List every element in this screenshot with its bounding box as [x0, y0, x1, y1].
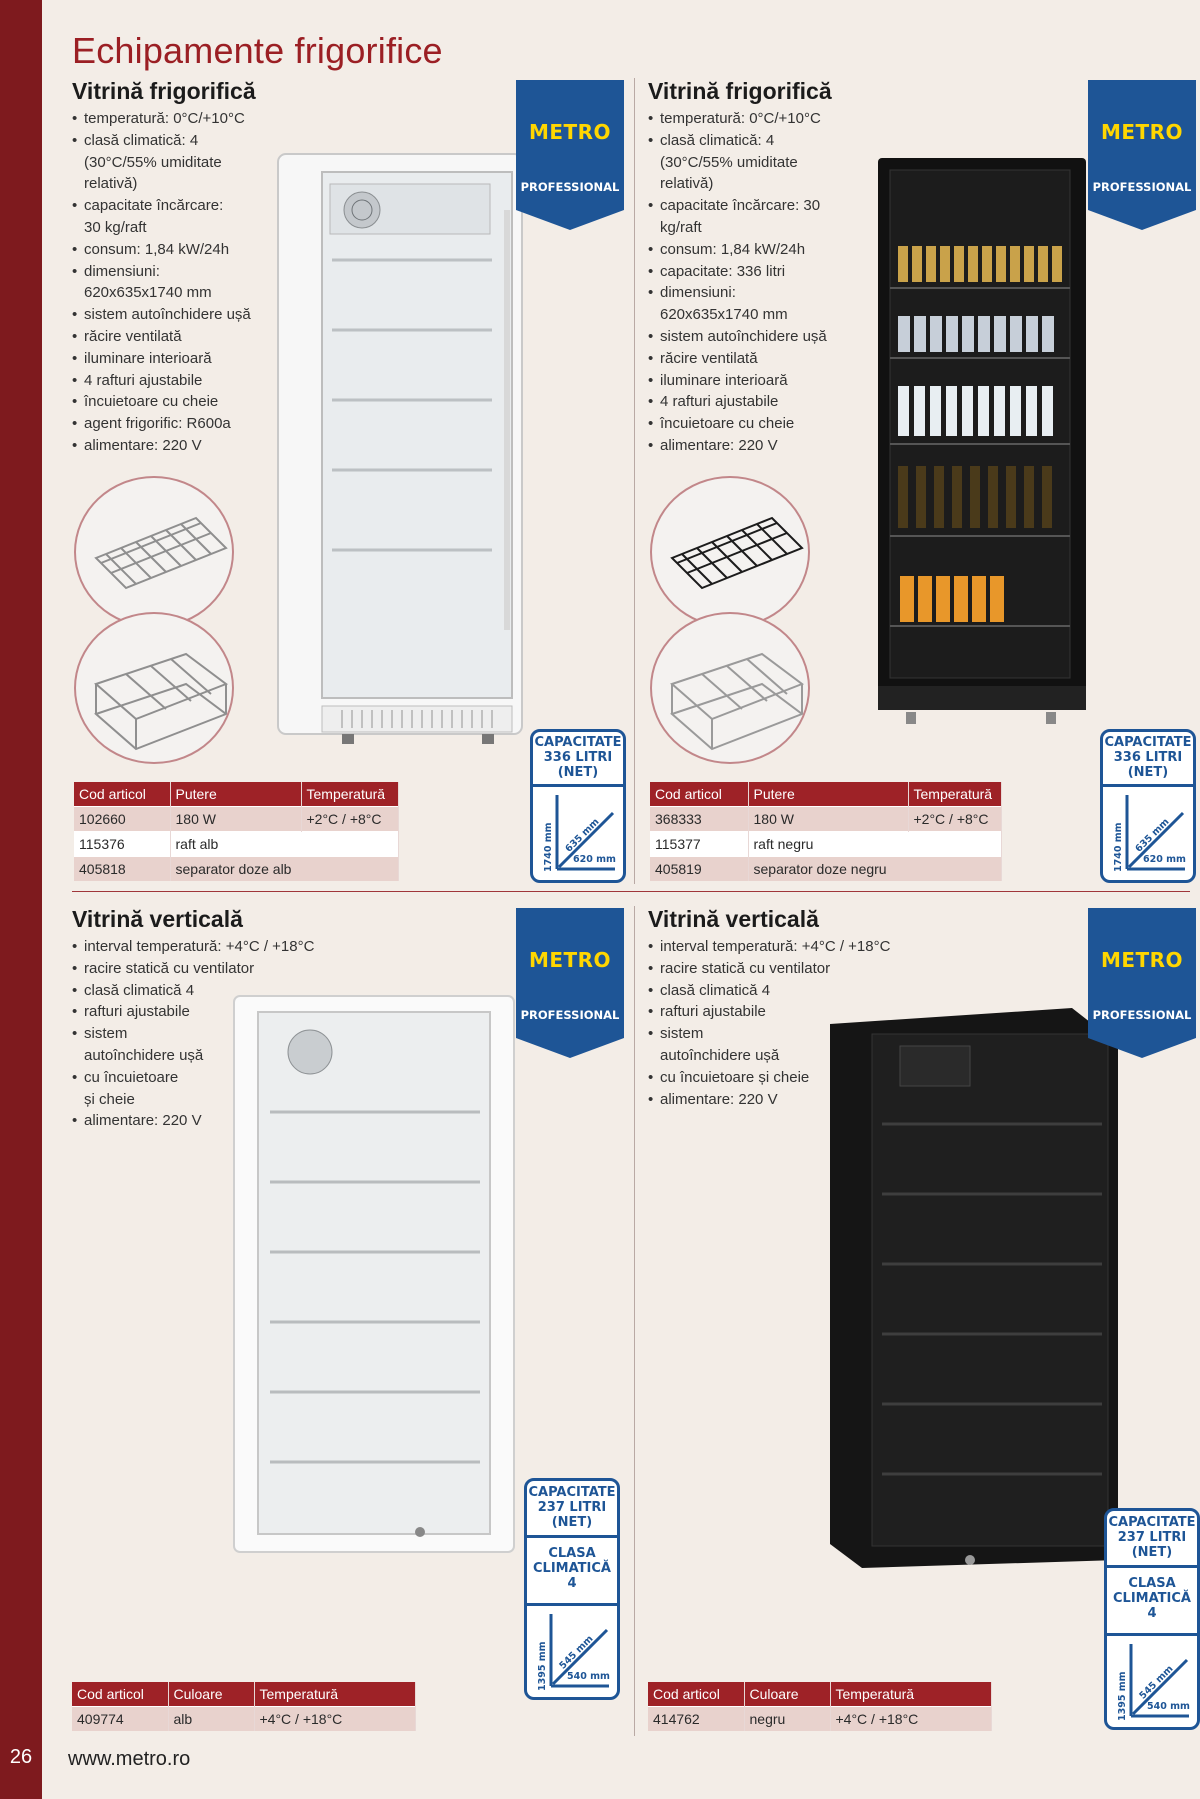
spec-item: • alimentare: 220 V [72, 435, 272, 457]
spec-item: • 4 rafturi ajustabile [648, 391, 848, 413]
spec-item: • alimentare: 220 V [648, 1089, 908, 1111]
spec-item: • rafturi ajustabile [72, 1001, 332, 1023]
table-header: Cod articol [72, 1682, 168, 1706]
spec-item: • răcire ventilată [72, 326, 272, 348]
metro-professional-badge [516, 908, 624, 1058]
page-number: 26 [9, 1746, 33, 1768]
climate-class-label: CLIMATICĂ [1113, 1591, 1191, 1606]
climate-class-label: CLASA [548, 1546, 596, 1561]
table-cell: separator doze alb [170, 856, 399, 881]
left-sidebar-bar [0, 0, 42, 1799]
metro-logo-text: METRO [528, 120, 612, 144]
white-fridge-image [272, 150, 532, 746]
black-fridge-image [876, 156, 1088, 726]
spec-item: 30 kg/raft [84, 218, 147, 236]
spec-list [72, 108, 272, 457]
table-cell: 115376 [74, 831, 170, 856]
table-row [74, 806, 399, 831]
table-cell: alb [168, 1706, 254, 1731]
spec-item: • interval temperatură: +4°C / +18°C [648, 936, 908, 958]
table-header: Temperatură [830, 1682, 992, 1706]
table-header: Cod articol [74, 782, 170, 806]
spec-item: • agent frigorific: R600a [72, 413, 272, 435]
table-cell: 115377 [650, 831, 748, 856]
black-vertical-fridge-image [822, 1004, 1122, 1574]
product-table [648, 1682, 992, 1731]
spec-item: autoînchidere ușă [660, 1046, 780, 1064]
spec-item: • încuietoare cu cheie [648, 413, 848, 435]
capacity-label: CAPACITATE [1108, 1515, 1196, 1530]
table-header: Putere [170, 782, 301, 806]
table-cell: 405819 [650, 856, 748, 881]
spec-item: • iluminare interioară [648, 370, 848, 392]
capacity-value: 237 LITRI [1117, 1530, 1187, 1545]
can-separator-image [650, 612, 810, 764]
spec-item: • rafturi ajustabile [648, 1001, 908, 1023]
table-cell: +2°C / +8°C [908, 806, 1002, 831]
table-header: Cod articol [650, 782, 748, 806]
depth-label: 545 mm [557, 1633, 596, 1672]
table-row [650, 806, 1002, 831]
capacity-value: 237 LITRI [537, 1500, 607, 1515]
metro-professional-badge [1088, 80, 1196, 230]
column-divider-top [634, 78, 635, 884]
table-cell: raft negru [748, 831, 1002, 856]
spec-list [648, 108, 848, 457]
product-title: Vitrină frigorifică [648, 78, 832, 104]
table-header: Temperatură [908, 782, 1002, 806]
page-title: Echipamente frigorifice [72, 30, 443, 71]
table-row [72, 1706, 416, 1731]
table-row [650, 856, 1002, 881]
spec-item: • consum: 1,84 kW/24h [72, 239, 272, 261]
width-label: 620 mm [1143, 854, 1186, 865]
table-cell: +4°C / +18°C [830, 1706, 992, 1731]
spec-item: • răcire ventilată [648, 348, 848, 370]
capacity-net: (NET) [1127, 765, 1169, 780]
height-label: 1740 mm [543, 822, 554, 872]
product-table [74, 782, 399, 881]
product-table [650, 782, 1002, 881]
spec-item: • alimentare: 220 V [648, 435, 848, 457]
table-cell: 368333 [650, 806, 748, 831]
spec-item: autoînchidere ușă [84, 1046, 204, 1064]
spec-item: • temperatură: 0°C/+10°C [72, 108, 272, 130]
table-row [74, 831, 399, 856]
depth-label: 635 mm [1133, 816, 1172, 855]
spec-item: și cheie [84, 1090, 135, 1108]
spec-item: • sistem autoînchidere ușă [648, 326, 848, 348]
climate-class-value: 4 [1147, 1606, 1157, 1621]
width-label: 540 mm [1147, 1701, 1190, 1712]
capacity-label: CAPACITATE [528, 1485, 616, 1500]
climate-class-value: 4 [567, 1576, 577, 1591]
metro-professional-badge [1088, 908, 1196, 1058]
separator [1107, 1565, 1197, 1568]
spec-item: • sistem [648, 1023, 908, 1045]
width-label: 540 mm [567, 1671, 610, 1682]
table-row [74, 856, 399, 881]
shelf-accessory-image [650, 476, 810, 628]
spec-item: • 4 rafturi ajustabile [72, 370, 272, 392]
spec-item: • iluminare interioară [72, 348, 272, 370]
spec-item: relativă) [84, 175, 138, 193]
spec-item: kg/raft [660, 218, 702, 236]
spec-item: (30°C/55% umiditate [84, 153, 222, 171]
spec-item: • interval temperatură: +4°C / +18°C [72, 936, 332, 958]
spec-item: • încuietoare cu cheie [72, 391, 272, 413]
table-header: Temperatură [254, 1682, 416, 1706]
spec-item: • sistem autoînchidere ușă [72, 304, 272, 326]
table-header: Culoare [744, 1682, 830, 1706]
capacity-net: (NET) [551, 1515, 593, 1530]
metro-professional-badge [516, 80, 624, 230]
capacity-label: CAPACITATE [1104, 735, 1192, 750]
capacity-value: 336 LITRI [1113, 750, 1183, 765]
table-cell: negru [744, 1706, 830, 1731]
width-label: 620 mm [573, 854, 616, 865]
professional-label: PROFESSIONAL [520, 180, 620, 194]
white-vertical-fridge-image [230, 992, 520, 1562]
height-label: 1740 mm [1113, 822, 1124, 872]
table-cell: +4°C / +18°C [254, 1706, 416, 1731]
spec-item: • alimentare: 220 V [72, 1110, 332, 1132]
capacity-dimension-box [530, 729, 626, 883]
table-header: Putere [748, 782, 908, 806]
capacity-dimension-box [1100, 729, 1196, 883]
table-cell: 409774 [72, 1706, 168, 1731]
footer-url[interactable]: www.metro.ro [68, 1748, 191, 1770]
height-label: 1395 mm [537, 1641, 548, 1691]
capacity-value: 336 LITRI [543, 750, 613, 765]
shelf-accessory-image [74, 476, 234, 628]
table-header: Culoare [168, 1682, 254, 1706]
professional-label: PROFESSIONAL [1092, 180, 1192, 194]
height-label: 1395 mm [1117, 1671, 1128, 1721]
capacity-dimension-box [524, 1478, 620, 1700]
depth-label: 635 mm [563, 816, 602, 855]
capacity-net: (NET) [557, 765, 599, 780]
table-header: Cod articol [648, 1682, 744, 1706]
table-cell: 405818 [74, 856, 170, 881]
spec-item: • racire statică cu ventilator [648, 958, 908, 980]
spec-item: • cu încuietoare și cheie [648, 1067, 908, 1089]
column-divider-bottom [634, 906, 635, 1736]
table-cell: +2°C / +8°C [301, 806, 399, 831]
professional-label: PROFESSIONAL [520, 1008, 620, 1022]
product-title: Vitrină frigorifică [72, 78, 256, 104]
spec-item: • capacitate încărcare: 30 [648, 195, 848, 217]
spec-item: • clasă climatică 4 [72, 980, 332, 1002]
spec-item: • sistem [72, 1023, 332, 1045]
table-cell: 180 W [170, 806, 301, 831]
climate-class-label: CLASA [1128, 1576, 1176, 1591]
climate-class-label: CLIMATICĂ [533, 1561, 611, 1576]
capacity-label: CAPACITATE [534, 735, 622, 750]
product-title: Vitrină verticală [648, 906, 819, 932]
table-cell: raft alb [170, 831, 399, 856]
spec-item: (30°C/55% umiditate [660, 153, 798, 171]
metro-logo-text: METRO [1100, 948, 1184, 972]
table-cell: 102660 [74, 806, 170, 831]
table-row [648, 1706, 992, 1731]
spec-item: • clasă climatică: 4 [648, 130, 848, 152]
spec-item: • dimensiuni: [72, 261, 272, 283]
separator [527, 1535, 617, 1538]
capacity-net: (NET) [1131, 1545, 1173, 1560]
table-header: Temperatură [301, 782, 399, 806]
spec-item: • capacitate: 336 litri [648, 261, 848, 283]
product-title: Vitrină verticală [72, 906, 243, 932]
spec-item: • dimensiuni: [648, 282, 848, 304]
capacity-dimension-box [1104, 1508, 1200, 1730]
table-cell: separator doze negru [748, 856, 1002, 881]
depth-label: 545 mm [1137, 1663, 1176, 1702]
table-cell: 180 W [748, 806, 908, 831]
professional-label: PROFESSIONAL [1092, 1008, 1192, 1022]
can-separator-image [74, 612, 234, 764]
metro-logo-text: METRO [1100, 120, 1184, 144]
spec-item: • temperatură: 0°C/+10°C [648, 108, 848, 130]
spec-item: relativă) [660, 175, 714, 193]
spec-item: • cu încuietoare [72, 1067, 332, 1089]
spec-item: • racire statică cu ventilator [72, 958, 332, 980]
row-divider [72, 891, 1190, 892]
spec-item: • clasă climatică: 4 [72, 130, 272, 152]
spec-item: • clasă climatică 4 [648, 980, 908, 1002]
spec-item: • consum: 1,84 kW/24h [648, 239, 848, 261]
table-cell: 414762 [648, 1706, 744, 1731]
metro-logo-text: METRO [528, 948, 612, 972]
product-table [72, 1682, 416, 1731]
spec-item: • capacitate încărcare: [72, 195, 272, 217]
spec-item: 620x635x1740 mm [84, 284, 212, 302]
spec-item: 620x635x1740 mm [660, 306, 788, 324]
table-row [650, 831, 1002, 856]
